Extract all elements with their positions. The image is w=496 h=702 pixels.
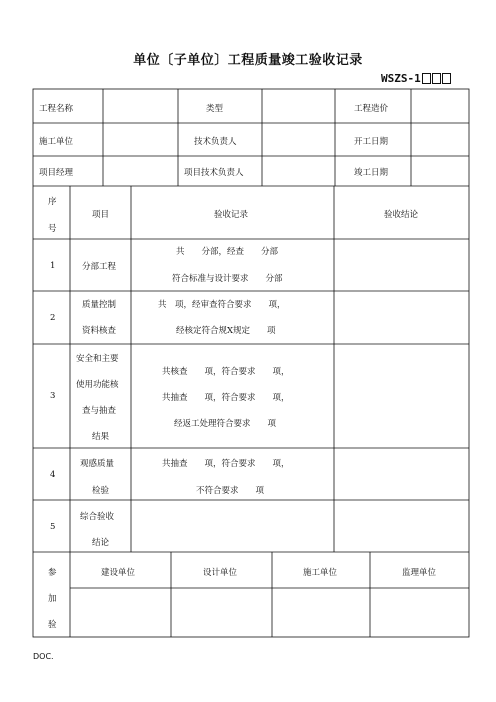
item-name: 质量控制 — [82, 300, 117, 310]
unit-design: 设计单位 — [203, 568, 238, 578]
label-construction-unit: 施工单位 — [39, 137, 74, 147]
item-name: 结论 — [92, 538, 110, 548]
item-no: 2 — [50, 313, 56, 323]
label-start-date: 开工日期 — [354, 137, 389, 147]
item-record-line: 共 项，经审查符合要求 项， — [158, 300, 286, 310]
form-code-prefix: WSZS-1 — [381, 72, 421, 85]
item-name: 使用功能核 — [76, 380, 119, 390]
item-record-line: 共抽查 项，符合要求 项， — [162, 459, 290, 469]
column-item: 项目 — [92, 210, 110, 220]
column-conclusion: 验收结论 — [384, 210, 419, 220]
label-type: 类型 — [206, 104, 224, 114]
item-no: 4 — [50, 470, 56, 480]
item-name: 安全和主要 — [76, 354, 119, 364]
item-record-line: 共 分部，经查 分部 — [176, 247, 279, 257]
footer-text: DOC. — [33, 652, 54, 661]
item-name: 资料核查 — [82, 326, 117, 336]
item-record-line: 经返工处理符合要求 项 — [174, 419, 277, 429]
item-record-line: 符合标准与设计要求 分部 — [172, 274, 283, 284]
item-no: 3 — [50, 391, 56, 401]
item-name: 检验 — [92, 486, 110, 496]
label-project-name: 工程名称 — [39, 104, 74, 114]
item-name: 分部工程 — [82, 262, 117, 272]
item-no: 5 — [50, 522, 56, 532]
label-completion-date: 竣工日期 — [354, 168, 389, 178]
participants-label: 加 — [48, 594, 57, 604]
participants-label: 参 — [48, 568, 57, 578]
label-project-tech-lead: 项目技术负责人 — [184, 168, 244, 178]
item-record-line: 共核查 项，符合要求 项， — [162, 367, 290, 377]
unit-construction-owner: 建设单位 — [101, 568, 136, 578]
item-record-line: 共抽查 项，符合要求 项， — [162, 393, 290, 403]
item-name: 结果 — [92, 432, 110, 442]
item-name: 综合验收 — [80, 512, 115, 522]
label-project-cost: 工程造价 — [354, 104, 389, 114]
item-name: 查与抽查 — [82, 406, 117, 416]
unit-supervisor: 监理单位 — [402, 568, 437, 578]
column-record: 验收记录 — [214, 210, 249, 220]
column-seq-2: 号 — [48, 224, 57, 234]
label-tech-lead: 技术负责人 — [194, 137, 237, 147]
unit-builder: 施工单位 — [303, 568, 338, 578]
item-record-line: 经核定符合规X规定 项 — [176, 326, 276, 336]
column-seq-1: 序 — [48, 197, 57, 207]
label-project-manager: 项目经理 — [39, 168, 74, 178]
participants-label: 验 — [48, 620, 57, 630]
item-record-line: 不符合要求 项 — [196, 486, 265, 496]
document-title: 单位〔子单位〕工程质量竣工验收记录 — [133, 53, 363, 68]
item-no: 1 — [50, 261, 56, 271]
item-name: 观感质量 — [80, 459, 115, 469]
